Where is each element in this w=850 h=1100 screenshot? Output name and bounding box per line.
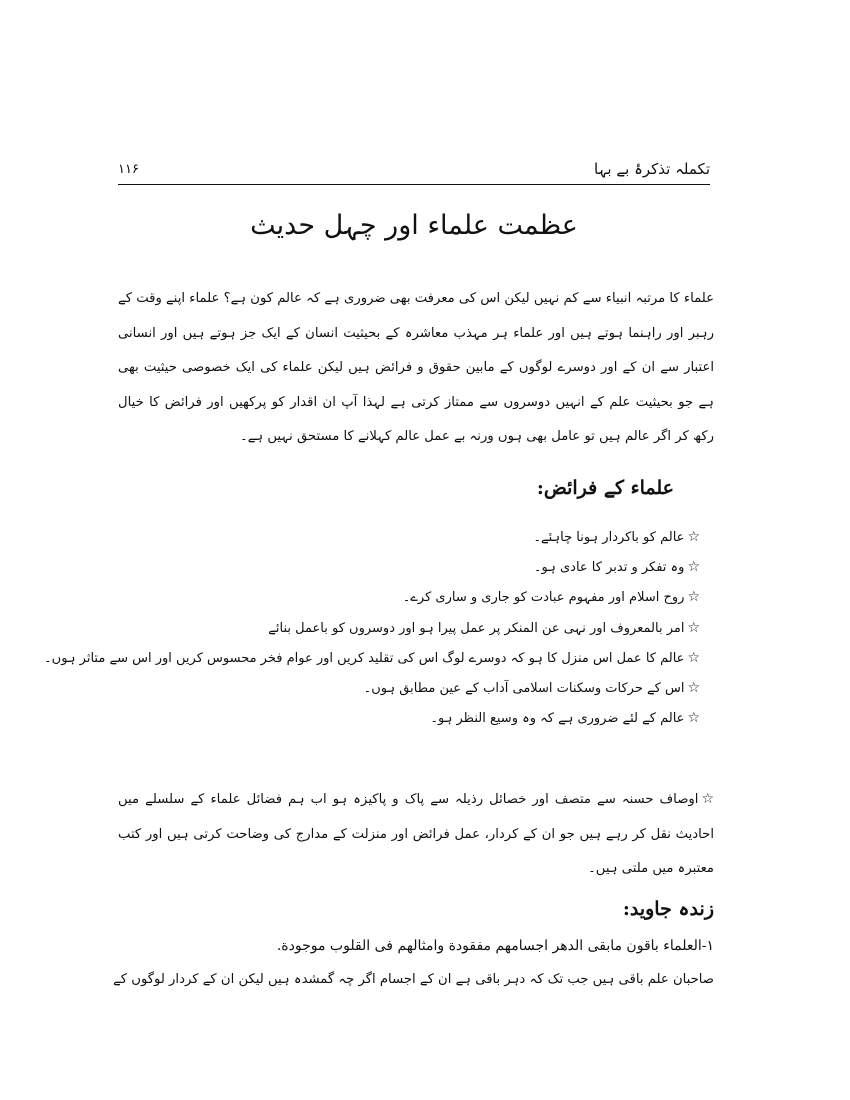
list-item-text: عالم کا عمل اس منزل کا ہو کہ دوسرے لوگ اس کی تقلید کریں اور عوام فخر محسوس کریں اور اس سے متاثر ہوں۔ xyxy=(44,650,685,666)
running-header xyxy=(118,160,710,182)
star-icon: ☆ xyxy=(687,529,700,545)
arabic-hadith: ۱-العلماء باقون مابقی الدهر اجسامهم مفقودة وامثالهم فی القلوب موجودة. xyxy=(276,938,714,954)
star-icon: ☆ xyxy=(687,679,700,696)
header-rule xyxy=(118,184,710,185)
list-item xyxy=(118,582,700,612)
running-header-title: تکملہ تذکرۂ بے بہا xyxy=(594,160,710,178)
intro-paragraph xyxy=(118,282,714,455)
star-icon: ☆ xyxy=(701,791,714,807)
faraiz-heading: علماء کے فرائض: xyxy=(536,477,674,499)
list-item-text: اس کے حرکات وسکنات اسلامی آداب کے عین مطابق ہوں۔ xyxy=(363,680,685,696)
intro-paragraph-text: علماء کا مرتبہ انبیاء سے کم نہیں لیکن اس کی معرفت بھی ضروری ہے کہ عالم کون ہے؟ علماء اپنے وقت کے رہبر اور راہنما ہوتے ہیں اور علماء ہر مہذب معاشرہ کے بحیثیت انسان کے ایک جز ہوتے ہیں اور انسانی اعتبار سے ان کے اور دوسرے لوگوں کے مابین حقوق و فرائض ہیں لیکن علماء کی ایک خصوصی حیثیت بھی ہے جو بحیثیت علم کے انہیں دوسروں سے ممتاز کرتی ہے لہذا آپ ان اقدار کو پرکھیں اور فرائض کا خیال رکھ کر اگر عالم ہیں تو عامل بھی ہوں ورنہ بے عمل عالم کہلانے کا مستحق نہیں ہے۔ xyxy=(118,291,714,444)
list-item xyxy=(118,613,700,643)
list-item-text: امر بالمعروف اور نہی عن المنکر پر عمل پیرا ہو اور دوسروں کو باعمل بنائے xyxy=(268,620,685,636)
translation-line: صاحبان علم باقی ہیں جب تک کہ دہر باقی ہے ان کے اجسام اگر چہ گمشدہ ہیں لیکن ان کے کردار لوگوں کے xyxy=(113,972,714,987)
closing-paragraph-text xyxy=(118,782,714,887)
star-icon: ☆ xyxy=(687,559,700,576)
closing-paragraph xyxy=(118,782,714,887)
faraiz-list xyxy=(44,522,700,733)
star-icon: ☆ xyxy=(687,619,700,636)
star-icon: ☆ xyxy=(687,649,700,666)
list-item xyxy=(118,522,700,552)
list-item xyxy=(118,703,700,733)
zinda-heading: زندہ جاوید: xyxy=(622,898,714,920)
list-item xyxy=(118,552,700,582)
list-item xyxy=(44,643,700,673)
star-icon: ☆ xyxy=(687,710,700,727)
chapter-title: عظمت علماء اور چہل حدیث xyxy=(250,210,578,241)
list-item-text: عالم کو باکردار ہونا چاہئے۔ xyxy=(533,530,685,545)
list-item xyxy=(118,673,700,703)
list-item-text: وہ تفکر و تدبر کا عادی ہو۔ xyxy=(533,560,685,576)
closing-text: اوصاف حسنہ سے متصف اور خصائل رذیلہ سے پاک و پاکیزہ ہو اب ہم فضائل علماء کے سلسلے میں احادیث نقل کر رہے ہیں جو ان کے کردار، عمل فرائض اور منزلت کے مدارج کی وضاحت کرتی ہیں اور کتب معتبرہ میں ملتی ہیں۔ xyxy=(118,792,714,876)
list-item-text: روح اسلام اور مفہوم عبادت کو جاری و ساری کرے۔ xyxy=(402,590,685,606)
list-item-text: عالم کے لئے ضروری ہے کہ وہ وسیع النظر ہو۔ xyxy=(430,711,685,727)
star-icon: ☆ xyxy=(687,589,700,606)
page-number: ۱۱۶ xyxy=(118,162,139,177)
